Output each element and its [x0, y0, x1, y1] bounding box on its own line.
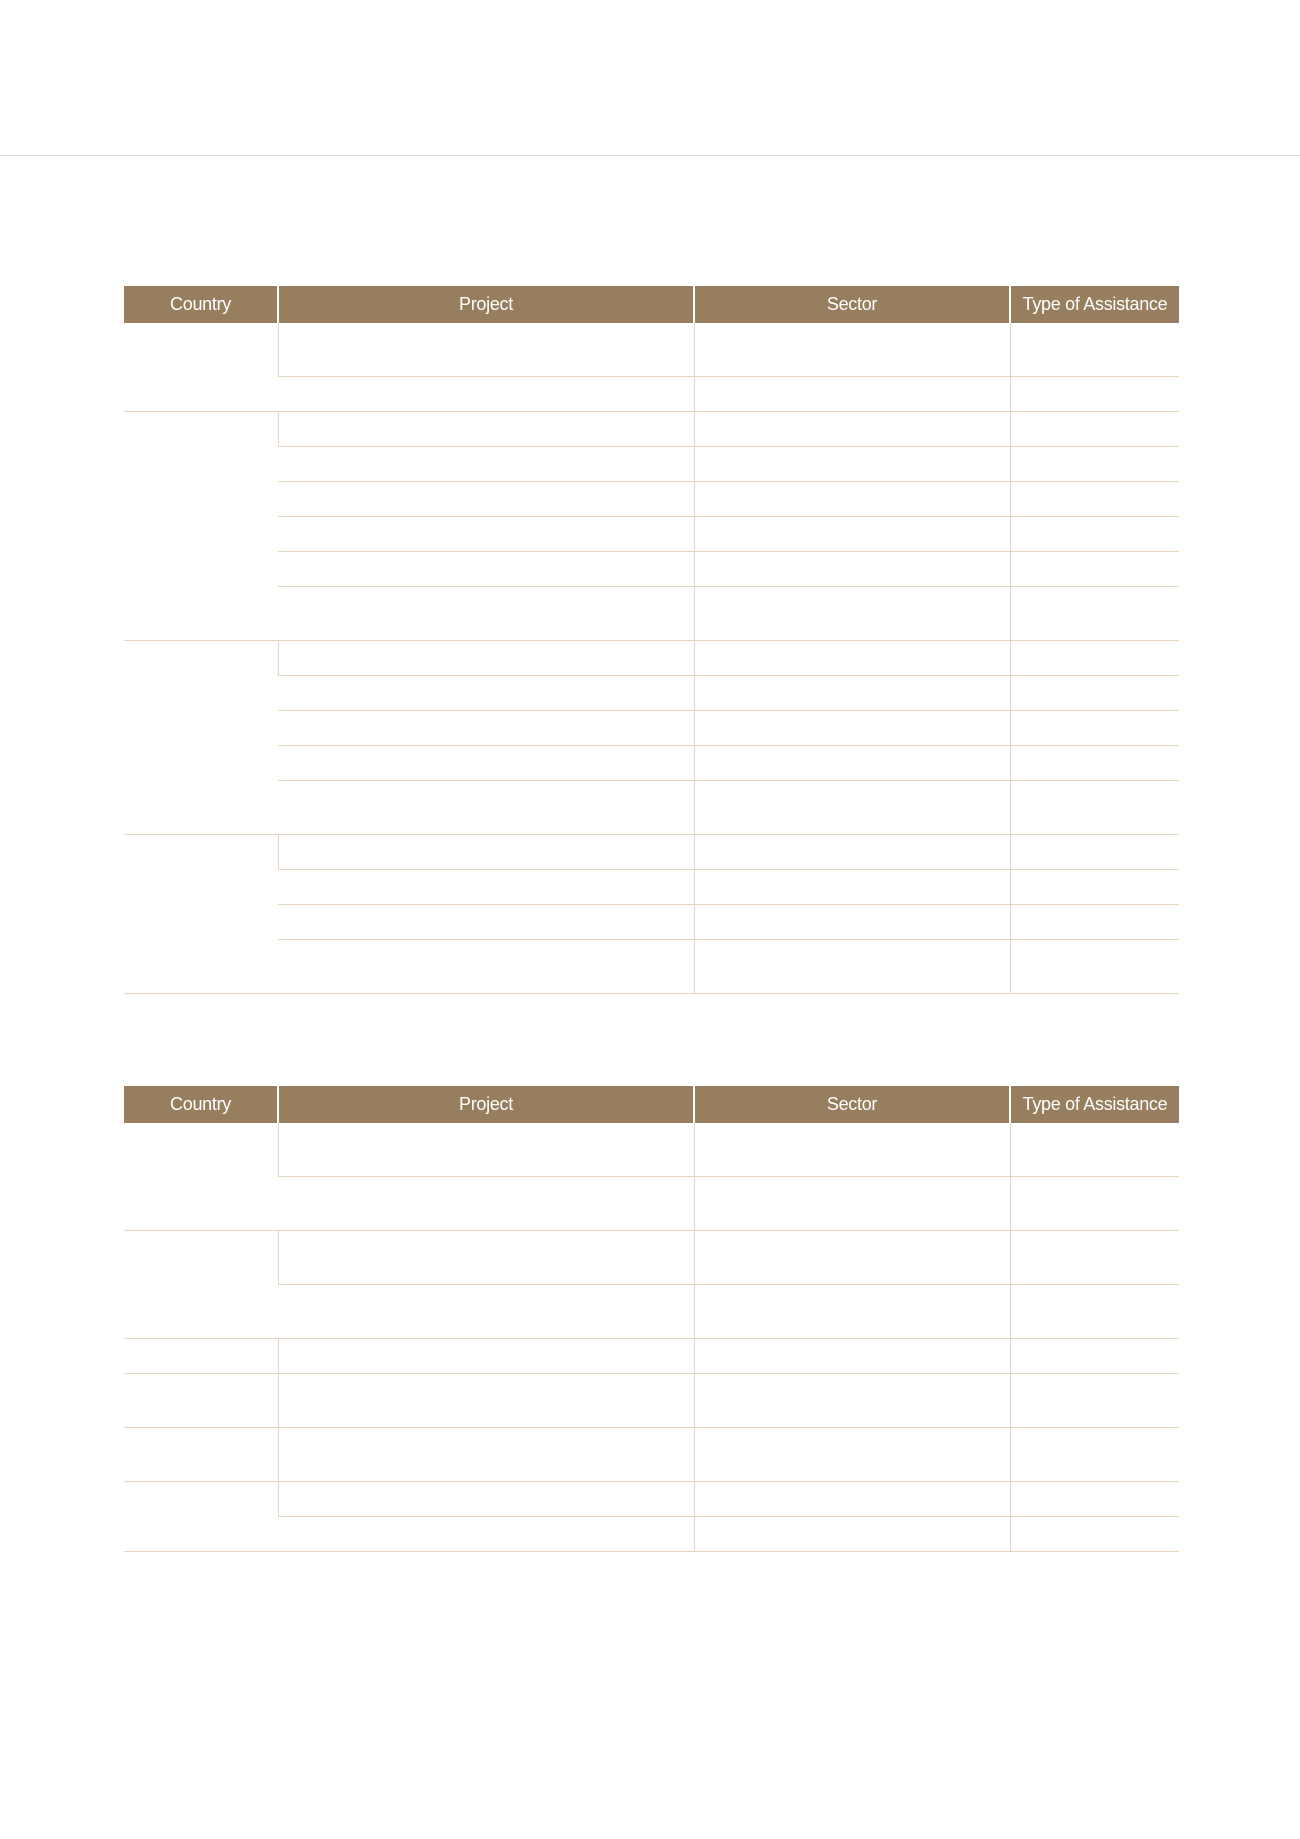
project-cell: [278, 1428, 694, 1482]
country-cell: [124, 1123, 278, 1231]
sector-cell: [694, 482, 1010, 517]
assistance-cell: [1010, 447, 1179, 482]
sector-cell: [694, 1231, 1010, 1285]
table-row: [124, 1428, 1179, 1482]
table-row: [124, 1374, 1179, 1428]
sector-cell: [694, 1177, 1010, 1231]
project-cell: [278, 377, 694, 412]
table-row: [124, 1285, 1179, 1339]
sector-cell: [694, 641, 1010, 676]
table-row: [124, 1123, 1179, 1177]
sector-cell: [694, 517, 1010, 552]
sector-cell: [694, 905, 1010, 940]
assistance-cell: [1010, 1482, 1179, 1517]
header-country: Country: [124, 1086, 278, 1123]
country-cell: [124, 1482, 278, 1552]
assistance-cell: [1010, 676, 1179, 711]
sector-cell: [694, 940, 1010, 994]
sector-cell: [694, 377, 1010, 412]
project-cell: [278, 482, 694, 517]
table-row: [124, 482, 1179, 517]
sector-cell: [694, 1428, 1010, 1482]
assistance-cell: [1010, 587, 1179, 641]
sector-cell: [694, 1339, 1010, 1374]
project-cell: [278, 412, 694, 447]
assistance-cell: [1010, 1231, 1179, 1285]
assistance-cell: [1010, 746, 1179, 781]
sector-cell: [694, 412, 1010, 447]
table-row: [124, 323, 1179, 377]
project-cell: [278, 746, 694, 781]
header-type-of-assistance: Type of Assistance: [1010, 286, 1179, 323]
table-row: [124, 587, 1179, 641]
project-cell: [278, 1123, 694, 1177]
assistance-cell: [1010, 641, 1179, 676]
table-header-row: [124, 1086, 1179, 1123]
sector-cell: [694, 746, 1010, 781]
assistance-cell: [1010, 870, 1179, 905]
table-header-row: [124, 286, 1179, 323]
table-row: [124, 781, 1179, 835]
sector-cell: [694, 1517, 1010, 1552]
project-cell: [278, 905, 694, 940]
project-cell: [278, 870, 694, 905]
assistance-cell: [1010, 1517, 1179, 1552]
table-row: [124, 711, 1179, 746]
table-row: [124, 1177, 1179, 1231]
assistance-cell: [1010, 412, 1179, 447]
sector-cell: [694, 835, 1010, 870]
assistance-cell: [1010, 1123, 1179, 1177]
country-cell: [124, 1428, 278, 1482]
sector-cell: [694, 1482, 1010, 1517]
sector-cell: [694, 552, 1010, 587]
table-row: [124, 1339, 1179, 1374]
table-row: [124, 1231, 1179, 1285]
header-project: Project: [278, 286, 694, 323]
sector-cell: [694, 870, 1010, 905]
assistance-cell: [1010, 552, 1179, 587]
sector-cell: [694, 711, 1010, 746]
project-cell: [278, 1285, 694, 1339]
country-cell: [124, 1374, 278, 1428]
project-cell: [278, 1231, 694, 1285]
table-row: [124, 377, 1179, 412]
project-cell: [278, 1482, 694, 1517]
project-cell: [278, 447, 694, 482]
assistance-cell: [1010, 482, 1179, 517]
projects-table-2: [124, 1086, 1179, 1552]
header-sector: Sector: [694, 286, 1010, 323]
project-cell: [278, 1339, 694, 1374]
country-cell: [124, 1339, 278, 1374]
header-type-of-assistance: Type of Assistance: [1010, 1086, 1179, 1123]
sector-cell: [694, 1374, 1010, 1428]
project-cell: [278, 517, 694, 552]
assistance-cell: [1010, 1177, 1179, 1231]
assistance-cell: [1010, 1428, 1179, 1482]
sector-cell: [694, 447, 1010, 482]
table-row: [124, 746, 1179, 781]
table-row: [124, 641, 1179, 676]
table-row: [124, 412, 1179, 447]
assistance-cell: [1010, 711, 1179, 746]
country-cell: [124, 641, 278, 835]
assistance-cell: [1010, 835, 1179, 870]
assistance-cell: [1010, 905, 1179, 940]
sector-cell: [694, 781, 1010, 835]
top-divider: [0, 155, 1300, 156]
assistance-cell: [1010, 377, 1179, 412]
header-sector: Sector: [694, 1086, 1010, 1123]
assistance-cell: [1010, 781, 1179, 835]
project-cell: [278, 781, 694, 835]
project-cell: [278, 552, 694, 587]
table-row: [124, 676, 1179, 711]
table-row: [124, 517, 1179, 552]
sector-cell: [694, 323, 1010, 377]
table-row: [124, 940, 1179, 994]
assistance-cell: [1010, 323, 1179, 377]
assistance-cell: [1010, 517, 1179, 552]
country-cell: [124, 323, 278, 412]
header-country: Country: [124, 286, 278, 323]
sector-cell: [694, 1285, 1010, 1339]
project-cell: [278, 1374, 694, 1428]
project-cell: [278, 323, 694, 377]
project-cell: [278, 835, 694, 870]
table-row: [124, 1482, 1179, 1517]
table-row: [124, 835, 1179, 870]
table-row: [124, 870, 1179, 905]
project-cell: [278, 676, 694, 711]
table-row: [124, 447, 1179, 482]
country-cell: [124, 412, 278, 641]
assistance-cell: [1010, 1339, 1179, 1374]
assistance-cell: [1010, 1374, 1179, 1428]
sector-cell: [694, 676, 1010, 711]
table-row: [124, 1517, 1179, 1552]
country-cell: [124, 1231, 278, 1339]
sector-cell: [694, 587, 1010, 641]
project-cell: [278, 1177, 694, 1231]
project-cell: [278, 641, 694, 676]
assistance-cell: [1010, 940, 1179, 994]
project-cell: [278, 940, 694, 994]
country-cell: [124, 835, 278, 994]
table-row: [124, 905, 1179, 940]
projects-table-1: [124, 286, 1179, 994]
table-row: [124, 552, 1179, 587]
sector-cell: [694, 1123, 1010, 1177]
project-cell: [278, 1517, 694, 1552]
header-project: Project: [278, 1086, 694, 1123]
assistance-cell: [1010, 1285, 1179, 1339]
project-cell: [278, 711, 694, 746]
project-cell: [278, 587, 694, 641]
